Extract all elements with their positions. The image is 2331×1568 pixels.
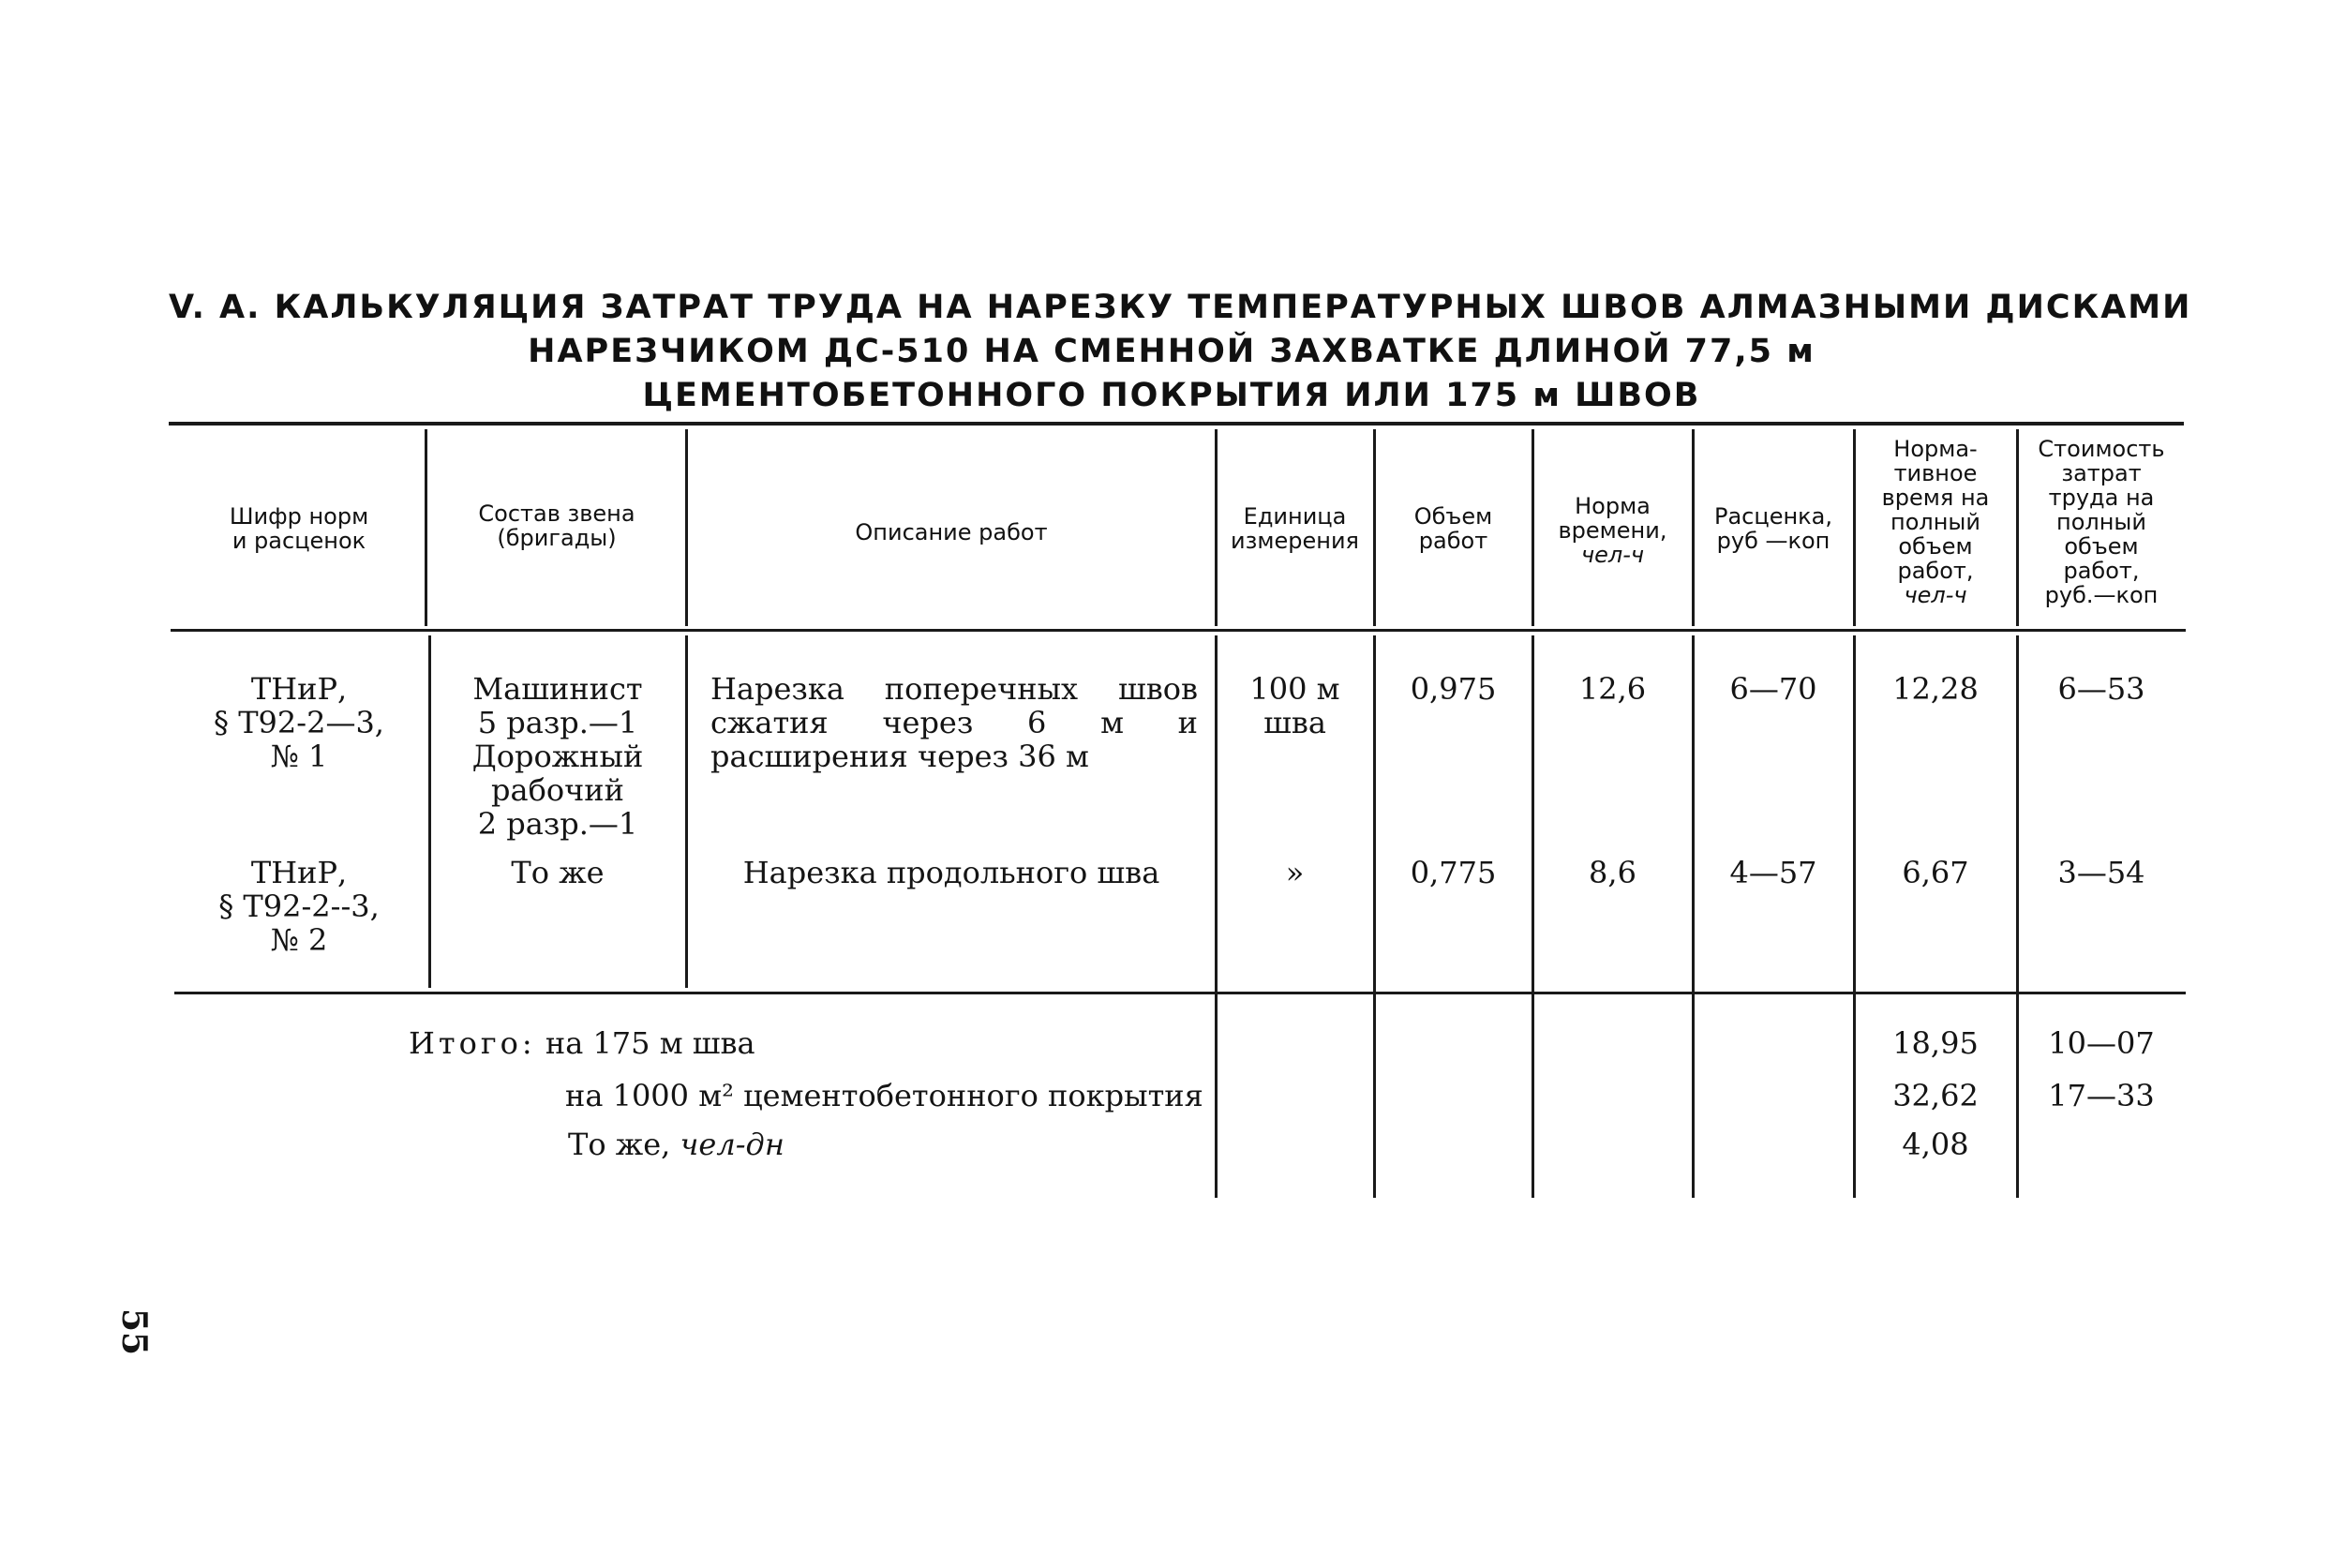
body-bottom-rule	[174, 992, 2186, 994]
table-row-1-unit: 100 м шва	[1249, 671, 1340, 740]
table-row-1-code: ТНиР, § Т92-2—3, № 1	[214, 671, 384, 774]
header-rate: Расценка, руб —коп	[1714, 503, 1832, 554]
header-unit: Единица измерения	[1231, 503, 1359, 554]
table-row-2-norm: 8,6	[1589, 855, 1636, 890]
header-norm: Норма времени, чел-ч	[1558, 493, 1667, 568]
title-line-1: V. А. КАЛЬКУЛЯЦИЯ ЗАТРАТ ТРУДА НА НАРЕЗКУ ТЕМПЕРАТУРНЫХ ШВОВ АЛМАЗНЫМИ ДИСКАМИ	[169, 289, 2192, 326]
col-sep-2-header	[685, 429, 688, 626]
col-sep-1-header	[425, 429, 427, 626]
table-row-1-rate: 6—70	[1729, 671, 1817, 707]
col-sep-4-body	[1373, 635, 1376, 1198]
table-row-2-norm-total: 6,67	[1902, 855, 1969, 890]
table-top-rule	[169, 422, 2184, 426]
table-row-2-volume: 0,775	[1410, 855, 1497, 890]
col-sep-8-body	[2016, 635, 2019, 1198]
header-cost-total: Стоимость затрат труда на полный объем работ, руб.—коп	[2038, 436, 2165, 608]
page-number: 55	[114, 1307, 155, 1356]
document-title	[169, 286, 2192, 418]
header-code: Шифр норм и расценок	[229, 503, 369, 554]
table-row-1-norm-total: 12,28	[1892, 671, 1979, 707]
totals-label: Итого:	[409, 1025, 536, 1061]
header-description: Описание работ	[855, 519, 1048, 545]
title-line-3: ЦЕМЕНТОБЕТОННОГО ПОКРЫТИЯ ИЛИ 175 м ШВОВ	[642, 377, 1701, 414]
table-row-1-crew: Машинист 5 разр.—1 Дорожный рабочий 2 разр.—1	[471, 671, 644, 842]
table-row-2-description: Нарезка продольного шва	[742, 855, 1160, 890]
table-row-2-unit: »	[1285, 855, 1305, 890]
totals-norm-1: 18,95	[1892, 1025, 1979, 1061]
header-bottom-rule	[171, 629, 2186, 632]
table-row-2-cost-total: 3—54	[2057, 855, 2145, 890]
totals-norm-3: 4,08	[1902, 1127, 1969, 1162]
table-row-2-rate: 4—57	[1729, 855, 1817, 890]
table-row-1-description: Нарезка поперечных швов сжатия через 6 м и расширения через 36 м	[710, 671, 1198, 774]
header-norm-total: Норма- тивное время на полный объем работ, чел-ч	[1881, 436, 1990, 608]
totals-cost-2: 17—33	[2048, 1078, 2155, 1113]
col-sep-2-body	[685, 635, 688, 988]
totals-line-1	[409, 1026, 755, 1060]
totals-line-2: на 1000 м² цементобетонного покрытия	[565, 1078, 1203, 1113]
col-sep-7-body	[1853, 635, 1856, 1198]
header-volume: Объем работ	[1413, 503, 1493, 554]
table-row-2-crew: То же	[511, 855, 605, 890]
totals-cost-1: 10—07	[2048, 1025, 2155, 1061]
title-line-2: НАРЕЗЧИКОМ ДС-510 НА СМЕННОЙ ЗАХВАТКЕ ДЛИНОЙ 77,5 м	[528, 333, 1815, 370]
table-row-1-norm: 12,6	[1578, 671, 1647, 707]
totals-line-3: То же, чел-дн	[568, 1127, 784, 1162]
col-sep-6-body	[1692, 635, 1695, 1198]
col-sep-5-body	[1532, 635, 1534, 1198]
table-row-1-cost-total: 6—53	[2057, 671, 2145, 707]
table-row-2-code: ТНиР, § Т92-2--3, № 2	[218, 855, 380, 958]
header-crew: Состав звена (бригады)	[478, 500, 635, 551]
totals-norm-2: 32,62	[1892, 1078, 1979, 1113]
totals-line-1-text: на 175 м шва	[545, 1025, 755, 1061]
table-row-1-volume: 0,975	[1410, 671, 1497, 707]
